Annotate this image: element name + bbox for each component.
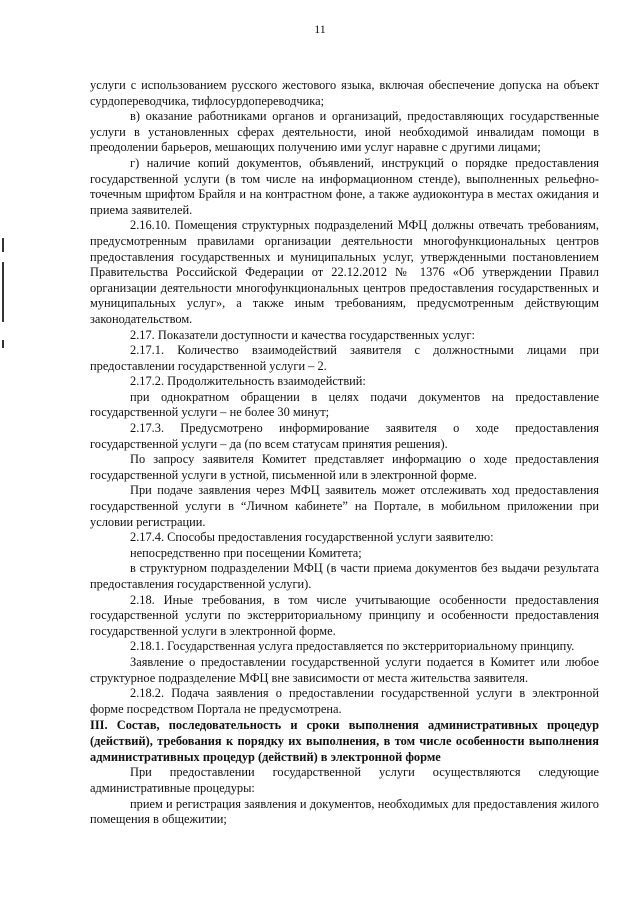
paragraph: 2.17. Показатели доступности и качества государственных услуг: bbox=[130, 327, 475, 342]
paragraph: 2.17.4. Способы предоставления государственной услуги заявителю: bbox=[130, 530, 494, 545]
document-body bbox=[90, 78, 599, 828]
paragraph: в) оказание работниками органов и организаций, предоставляющих государственные услуги в установленных сферах деятельности, иной необходимой инвалидам помощи в преодолении барьеров, мешающих получению ими услуг наравне с другими лицами; bbox=[90, 109, 599, 155]
paragraph: 2.17.3. Предусмотрено информирование заявителя о ходе предоставления государственной услуги – да (по всем статусам принятия решения). bbox=[90, 421, 599, 451]
paragraph: При предоставлении государственной услуги осуществляются следующие административные процедуры: bbox=[90, 765, 599, 795]
paragraph: 2.18.1. Государственная услуга предоставляется по экстерриториальному принципу. bbox=[130, 639, 575, 654]
section-heading: III. Состав, последовательность и сроки выполнения административных процедур (действий), требования к порядку их выполнения, в том числе особенности выполнения административных процедур (действий) в электронной форме bbox=[90, 718, 599, 765]
paragraph: 2.17.2. Продолжительность взаимодействий: bbox=[130, 374, 366, 389]
paragraph: При подаче заявления через МФЦ заявитель может отслеживать ход предоставления государственной услуги в “Личном кабинете” на Портале, в мобильном приложении при условии регистрации. bbox=[90, 483, 599, 529]
paragraph: услуги с использованием русского жестового языка, включая обеспечение допуска на объект сурдопереводчика, тифлосурдопереводчика; bbox=[90, 78, 599, 108]
paragraph: г) наличие копий документов, объявлений, инструкций о порядке предоставления государственной услуги (в том числе на информационном стенде), выполненных рельефно-точечным шрифтом Брайля и на контрастном фоне, а также аудиоконтура в местах ожидания и приема заявителей. bbox=[90, 155, 599, 217]
paragraph: в структурном подразделении МФЦ (в части приема документов без выдачи результата предоставления государственной услуги). bbox=[90, 561, 599, 591]
scan-edge-mark bbox=[2, 262, 4, 322]
scan-edge-mark bbox=[2, 340, 4, 348]
paragraph: Заявление о предоставлении государственной услуги подается в Комитет или любое структурное подразделение МФЦ вне зависимости от места жительства заявителя. bbox=[90, 654, 599, 685]
paragraph: 2.16.10. Помещения структурных подразделений МФЦ должны отвечать требованиям, предусмотренным правилами организации деятельности многофункциональных центров предоставления государственных и муниципальных услуг, утвержденными постановлением Правительства Российской Федерации от 22.12.2012 № 1376 «Об утверждении Правил организации деятельности многофункциональных центров предоставления государственных и муниципальных услуг», а также иным требованиям, предусмотренным действующим законодательством. bbox=[90, 218, 599, 326]
paragraph: прием и регистрация заявления и документов, необходимых для предоставления жилого помещения в общежитии; bbox=[90, 796, 599, 827]
page-number: 11 bbox=[314, 22, 326, 36]
paragraph: при однократном обращении в целях подачи документов на предоставление государственной услуги – не более 30 минут; bbox=[90, 389, 599, 420]
paragraph: 2.18.2. Подача заявления о предоставлении государственной услуги в электронной форме посредством Портала не предусмотрена. bbox=[90, 686, 599, 716]
paragraph: непосредственно при посещении Комитета; bbox=[130, 545, 362, 560]
paragraph: 2.18. Иные требования, в том числе учитывающие особенности предоставления государственной услуги по экстерриториальному принципу и особенности предоставления государственной услуги в электронной форме. bbox=[90, 592, 599, 638]
paragraph: По запросу заявителя Комитет представляет информацию о ходе предоставления государственной услуги в устной, письменной или в электронной форме. bbox=[90, 452, 599, 482]
paragraph: 2.17.1. Количество взаимодействий заявителя с должностными лицами при предоставлении государственной услуги – 2. bbox=[90, 343, 599, 373]
scan-edge-mark bbox=[2, 238, 4, 252]
